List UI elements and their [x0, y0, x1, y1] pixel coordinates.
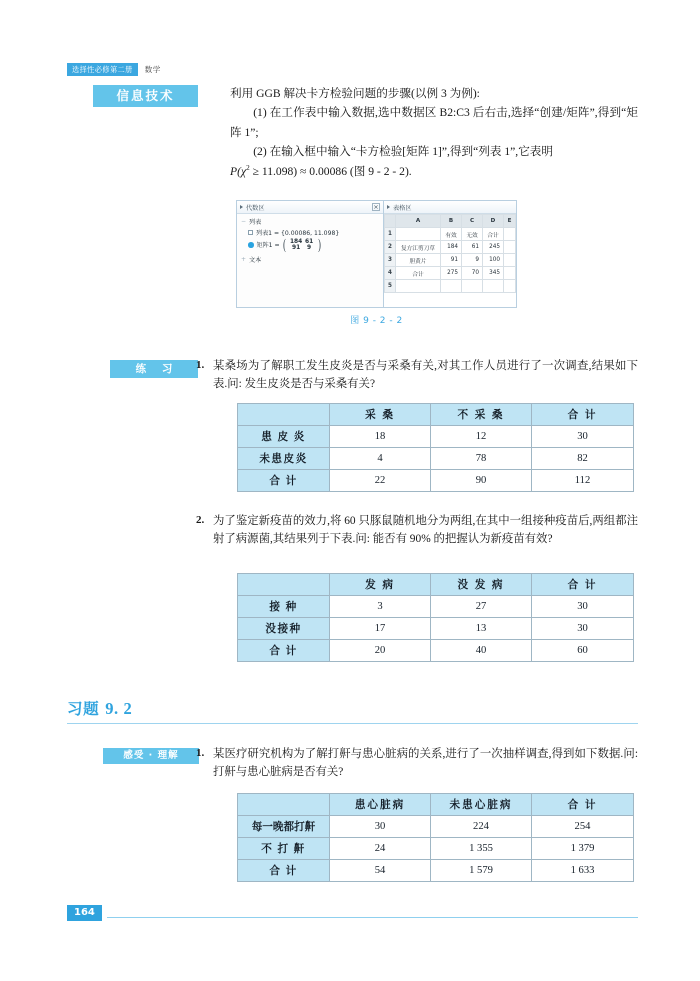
- corner-cell: [385, 215, 396, 228]
- exercise-item-1: [196, 745, 638, 782]
- table1-cell: 30: [532, 426, 634, 448]
- ggb-algebra-panel: [237, 201, 384, 307]
- table-header-row: [238, 404, 634, 426]
- running-head-subject: 数学: [144, 64, 161, 74]
- table3-cell: 1 579: [431, 860, 532, 882]
- cell-a5[interactable]: [396, 280, 441, 293]
- expand-icon[interactable]: +: [241, 255, 247, 263]
- exercise-item-1-text: 某医疗研究机构为了解打鼾与患心脏病的关系,进行了一次抽样调查,得到如下数据.问: 打鼾与患心脏病是否有关?: [213, 748, 638, 779]
- row-header[interactable]: 5: [385, 280, 396, 293]
- ggb-spreadsheet-title-label: 表格区: [393, 204, 412, 212]
- table-row: [238, 448, 634, 470]
- table-row: [238, 426, 634, 448]
- ggb-spreadsheet-table: [384, 214, 516, 293]
- table1-row-label: 合 计: [238, 470, 330, 492]
- table-row: [238, 640, 634, 662]
- table3-cell: 1 355: [431, 838, 532, 860]
- row-header[interactable]: 2: [385, 241, 396, 254]
- cell-c2[interactable]: 61: [462, 241, 483, 254]
- formula-chi: χ: [240, 164, 247, 178]
- practice-item-1-number: 1.: [196, 359, 205, 371]
- spreadsheet-row: [385, 280, 516, 293]
- table2-cell: 27: [431, 596, 532, 618]
- table1-cell: 4: [330, 448, 431, 470]
- table1-row-label: 未患皮炎: [238, 448, 330, 470]
- exercise-section-number: 9. 2: [105, 699, 133, 718]
- running-head: [67, 63, 161, 76]
- collapse-icon: −: [241, 217, 247, 225]
- cell-a2[interactable]: 复方江剪刀草: [396, 241, 441, 254]
- table1-cell: 12: [431, 426, 532, 448]
- table-row: [238, 470, 634, 492]
- column-header-e[interactable]: E: [504, 215, 516, 228]
- spreadsheet-row: [385, 228, 516, 241]
- formula-p: P: [230, 164, 238, 178]
- table3-col-3: 合 计: [532, 794, 634, 816]
- cell-e2[interactable]: [504, 241, 516, 254]
- practice-item-1: [196, 357, 638, 394]
- cell-b5[interactable]: [441, 280, 462, 293]
- formula-rest: ≥ 11.098) ≈ 0.00086 (图 9 - 2 - 2).: [249, 164, 412, 178]
- table2-cell: 17: [330, 618, 431, 640]
- cell-c3[interactable]: 9: [462, 254, 483, 267]
- paren-right-icon: ): [317, 236, 321, 253]
- matrix-cell: 9: [307, 244, 312, 251]
- table1-cell: 112: [532, 470, 634, 492]
- table2-cell: 30: [532, 596, 634, 618]
- practice-item-2-text: 为了鉴定新疫苗的效力,将 60 只豚鼠随机地分为两组,在其中一组接种疫苗后,两组都注射了病源菌,其结果列于下表.问: 能否有 90% 的把握认为新疫苗有效?: [213, 515, 638, 546]
- paren-left-icon: (: [282, 236, 286, 253]
- table3-row-label: 合 计: [238, 860, 330, 882]
- page-number: 164: [67, 905, 102, 921]
- practice-item-2-number: 2.: [196, 514, 205, 526]
- table2-cell: 3: [330, 596, 431, 618]
- table1-col-2: 不 采 桑: [431, 404, 532, 426]
- cell-c1[interactable]: 无效: [462, 228, 483, 241]
- table3-cell: 54: [330, 860, 431, 882]
- table1-row-label: 患 皮 炎: [238, 426, 330, 448]
- cell-b4[interactable]: 275: [441, 267, 462, 280]
- matrix-cell: 61: [305, 238, 314, 245]
- table3-cell: 30: [330, 816, 431, 838]
- triangle-right-icon: [240, 205, 243, 209]
- cell-e3[interactable]: [504, 254, 516, 267]
- cell-d2[interactable]: 245: [483, 241, 504, 254]
- exercise-section-title: 习题: [67, 700, 100, 718]
- cell-a1[interactable]: [396, 228, 441, 241]
- table2-col-1: 发 病: [330, 574, 431, 596]
- spreadsheet-row: [385, 254, 516, 267]
- checkbox-icon[interactable]: [248, 230, 253, 235]
- ggb-algebra-title-label: 代数区: [246, 204, 265, 212]
- ggb-algebra-group: [241, 217, 380, 226]
- table2-corner: [238, 574, 330, 596]
- ggb-list-label: 列表1 = {0.00086, 11.098}: [256, 229, 340, 237]
- triangle-right-icon: [387, 205, 390, 209]
- practice-item-2: [196, 512, 638, 549]
- cell-e4[interactable]: [504, 267, 516, 280]
- exercise-item-1-number: 1.: [196, 747, 205, 759]
- row-header[interactable]: 4: [385, 267, 396, 280]
- table3-cell: 224: [431, 816, 532, 838]
- table1-cell: 18: [330, 426, 431, 448]
- ggb-matrix-equation: [256, 236, 322, 253]
- section-chip-practice: 练 习: [110, 360, 198, 378]
- table3-col-1: 患心脏病: [330, 794, 431, 816]
- spreadsheet-column-header-row: [385, 215, 516, 228]
- practice-item-1-text: 某桑场为了解职工发生皮炎是否与采桑有关,对其工作人员进行了一次调查,结果如下表.问: 发生皮炎是否与采桑有关?: [213, 360, 638, 391]
- running-head-badge: 选择性必修第二册: [67, 63, 138, 76]
- close-icon: ×: [373, 203, 379, 211]
- table3-cell: 1 633: [532, 860, 634, 882]
- table-row: [238, 816, 634, 838]
- ggb-algebra-text-row: [241, 255, 380, 264]
- table2-col-2: 没 发 病: [431, 574, 532, 596]
- exercise-table-3: [237, 793, 634, 882]
- ggb-group-label: 列表: [249, 218, 262, 226]
- ggb-algebra-list-row: [241, 228, 380, 237]
- table3-cell: 1 379: [532, 838, 634, 860]
- table2-row-label: 没接种: [238, 618, 330, 640]
- spreadsheet-row: [385, 267, 516, 280]
- table-row: [238, 838, 634, 860]
- table-row: [238, 860, 634, 882]
- section-chip-feel-understand: 感受 · 理解: [103, 748, 199, 764]
- column-header-b[interactable]: B: [441, 215, 462, 228]
- table1-corner: [238, 404, 330, 426]
- ggb-text-label: 文本: [249, 256, 262, 264]
- cell-e1[interactable]: [504, 228, 516, 241]
- table1-cell: 90: [431, 470, 532, 492]
- cell-b3[interactable]: 91: [441, 254, 462, 267]
- column-header-c[interactable]: C: [462, 215, 483, 228]
- info-tech-step-1: (1) 在工作表中输入数据,选中数据区 B2:C3 后右击,选择“创建/矩阵”,得到“矩阵 1”;: [230, 106, 638, 139]
- practice-table-2: [237, 573, 634, 662]
- info-tech-step-2: (2) 在输入框中输入“卡方检验[矩阵 1]”,得到“列表 1”,它表明: [253, 145, 553, 159]
- column-header-a[interactable]: A: [396, 215, 441, 228]
- ggb-algebra-panel-title: [237, 201, 383, 214]
- table-header-row: [238, 574, 634, 596]
- table2-col-3: 合 计: [532, 574, 634, 596]
- cell-d4[interactable]: 345: [483, 267, 504, 280]
- info-tech-text-block: [230, 84, 638, 181]
- cell-b1[interactable]: 有效: [441, 228, 462, 241]
- table2-row-label: 接 种: [238, 596, 330, 618]
- cell-d3[interactable]: 100: [483, 254, 504, 267]
- cell-c4[interactable]: 70: [462, 267, 483, 280]
- row-header[interactable]: 1: [385, 228, 396, 241]
- spreadsheet-row: [385, 241, 516, 254]
- table3-row-label: 每一晚都打鼾: [238, 816, 330, 838]
- table3-col-2: 未患心脏病: [431, 794, 532, 816]
- table2-cell: 20: [330, 640, 431, 662]
- matrix-cell: 184: [289, 238, 303, 245]
- row-header[interactable]: 3: [385, 254, 396, 267]
- matrix-cell: 91: [292, 244, 301, 251]
- practice-table-1: [237, 403, 634, 492]
- ggb-algebra-matrix-row: [241, 236, 380, 253]
- ggb-spreadsheet-panel-title: [384, 201, 516, 214]
- visibility-dot-icon[interactable]: [248, 242, 254, 248]
- cell-a3[interactable]: 胆黄片: [396, 254, 441, 267]
- table3-cell: 254: [532, 816, 634, 838]
- table-header-row: [238, 794, 634, 816]
- section-divider: [67, 723, 638, 724]
- ggb-algebra-rows: [237, 214, 383, 264]
- table1-cell: 82: [532, 448, 634, 470]
- column-header-d[interactable]: D: [483, 215, 504, 228]
- info-tech-lead: 利用 GGB 解决卡方检验问题的步骤(以例 3 为例):: [230, 87, 480, 100]
- table2-cell: 60: [532, 640, 634, 662]
- table2-cell: 13: [431, 618, 532, 640]
- table1-col-1: 采 桑: [330, 404, 431, 426]
- table1-cell: 22: [330, 470, 431, 492]
- cell-a4[interactable]: 合计: [396, 267, 441, 280]
- table-row: [238, 618, 634, 640]
- cell-c5[interactable]: [462, 280, 483, 293]
- table-row: [238, 596, 634, 618]
- cell-e5[interactable]: [504, 280, 516, 293]
- footer-divider: [107, 917, 638, 918]
- info-tech-formula: $P(\chi^2 \ge 11.098) \approx 0.00086$ (图 9 - 2 - 2).: [230, 164, 412, 178]
- cell-d5[interactable]: [483, 280, 504, 293]
- figure-caption: 图 9 - 2 - 2: [350, 316, 403, 326]
- exercise-section-heading: [67, 697, 132, 719]
- table1-cell: 78: [431, 448, 532, 470]
- geogebra-screenshot: [236, 200, 517, 308]
- ggb-matrix-label: 矩阵1 =: [256, 242, 280, 250]
- table2-row-label: 合 计: [238, 640, 330, 662]
- table2-cell: 40: [431, 640, 532, 662]
- section-chip-info-tech: 信息技术: [93, 85, 198, 107]
- table1-col-3: 合 计: [532, 404, 634, 426]
- table3-cell: 24: [330, 838, 431, 860]
- table2-cell: 30: [532, 618, 634, 640]
- table3-corner: [238, 794, 330, 816]
- ggb-spreadsheet-panel: [384, 201, 516, 307]
- ggb-matrix-grid: [289, 239, 315, 251]
- table3-row-label: 不 打 鼾: [238, 838, 330, 860]
- cell-b2[interactable]: 184: [441, 241, 462, 254]
- formula-exponent: 2: [246, 164, 250, 173]
- cell-d1[interactable]: 合计: [483, 228, 504, 241]
